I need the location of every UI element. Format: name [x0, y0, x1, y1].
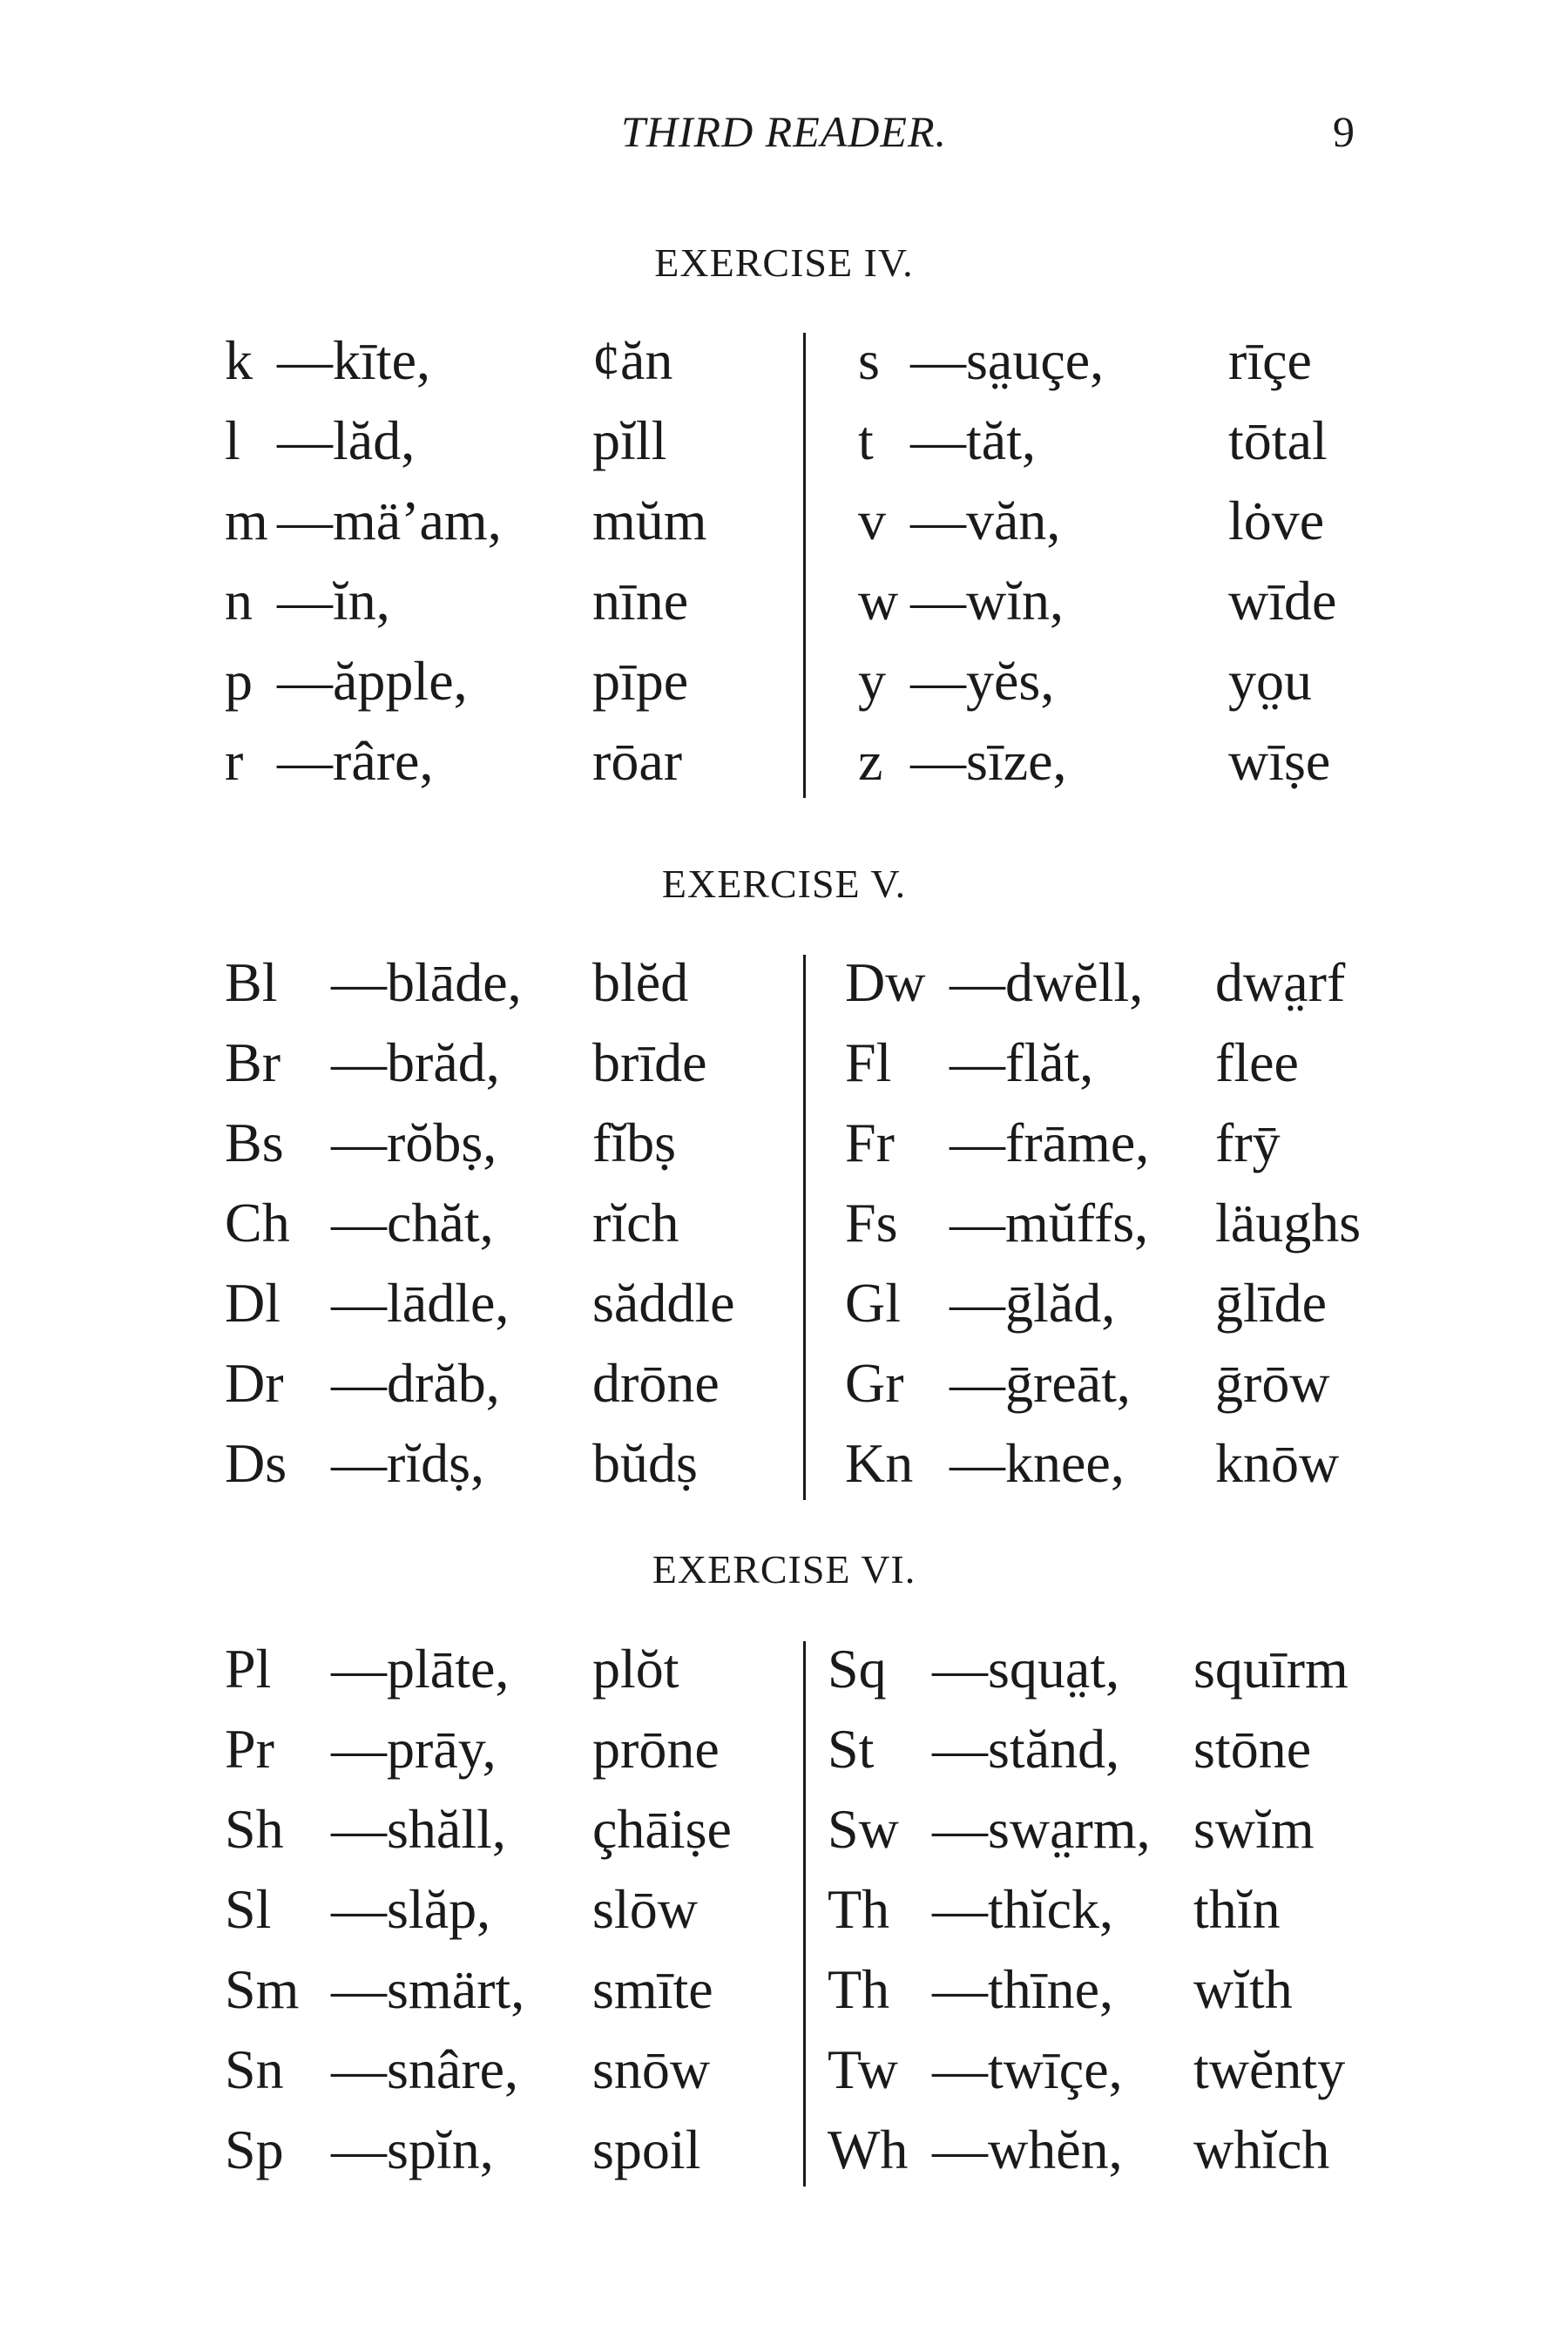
second-example: bŭdṣ: [592, 1432, 698, 1494]
example-word: —tăt,: [910, 409, 1036, 471]
second-example: ȼăn: [592, 329, 673, 391]
table-row: [0, 1343, 1568, 1423]
exercise-heading: EXERCISE IV.: [654, 240, 914, 285]
second-example: wīṣe: [1228, 730, 1331, 792]
sound-key: s: [858, 329, 880, 391]
second-example: ḡrōw: [1215, 1352, 1330, 1414]
example-word: —thīne,: [932, 1958, 1113, 2020]
second-example: snōw: [592, 2038, 711, 2100]
example-word: —sa̤uçe,: [910, 329, 1105, 391]
example-word: —whĕn,: [932, 2119, 1123, 2180]
table-row: [0, 1869, 1568, 1950]
example-word: —stănd,: [932, 1718, 1120, 1780]
example-word: —mŭffs,: [950, 1192, 1149, 1254]
table-row: [0, 943, 1568, 1023]
second-example: blĕd: [592, 951, 689, 1013]
example-word: —swa̤rm,: [932, 1798, 1151, 1860]
second-example: drōne: [592, 1352, 720, 1414]
sound-key: Sm: [225, 1958, 300, 2020]
example-word: —chăt,: [331, 1192, 494, 1254]
sound-key: k: [225, 329, 253, 391]
sound-key: p: [225, 650, 253, 712]
table-row: [0, 1023, 1568, 1103]
sound-key: Wh: [828, 2119, 909, 2180]
second-example: swĭm: [1193, 1798, 1315, 1860]
sound-key: n: [225, 570, 253, 632]
table-row: [0, 321, 1568, 401]
sound-key: r: [225, 730, 244, 792]
example-word: —ḡlăd,: [950, 1272, 1116, 1334]
example-word: —lādle,: [331, 1272, 510, 1334]
example-word: —blāde,: [331, 951, 522, 1013]
second-example: slōw: [592, 1878, 698, 1940]
second-example: săddle: [592, 1272, 735, 1334]
example-word: —shăll,: [331, 1798, 506, 1860]
second-example: pīpe: [592, 650, 689, 712]
example-word: —twīçe,: [932, 2038, 1123, 2100]
table-row: [0, 1183, 1568, 1263]
running-title: THIRD READER.: [620, 107, 948, 156]
example-word: —squa̤t,: [932, 1638, 1120, 1700]
example-word: —rŏbṣ,: [331, 1112, 497, 1173]
example-word: —thĭck,: [932, 1878, 1113, 1940]
second-example: dwa̤rf: [1215, 951, 1346, 1013]
example-word: —smärt,: [331, 1958, 525, 2020]
table-row: [0, 1263, 1568, 1343]
second-example: knōw: [1215, 1432, 1340, 1494]
table-row: [0, 481, 1568, 561]
example-word: —plāte,: [331, 1638, 510, 1700]
page-number: 9: [1333, 107, 1355, 156]
example-word: —prāy,: [331, 1718, 497, 1780]
example-word: —ĭn,: [277, 570, 390, 632]
second-example: twĕnty: [1193, 2038, 1346, 2100]
table-row: [0, 2030, 1568, 2110]
example-word: —kīte,: [277, 329, 430, 391]
second-example: smīte: [592, 1958, 713, 2020]
sound-key: Dl: [225, 1272, 280, 1334]
sound-key: Ch: [225, 1192, 290, 1254]
example-word: —frāme,: [950, 1112, 1150, 1173]
sound-key: y: [858, 650, 886, 712]
table-row: [0, 1423, 1568, 1504]
sound-key: Sp: [225, 2119, 284, 2180]
table-row: [0, 1709, 1568, 1789]
example-word: —rĭdṣ,: [331, 1432, 484, 1494]
second-example: çhāiṣe: [592, 1798, 732, 1860]
sound-key: t: [858, 409, 874, 471]
table-row: [0, 1789, 1568, 1869]
second-example: fĭbṣ: [592, 1112, 676, 1173]
example-word: —flăt,: [950, 1031, 1094, 1093]
second-example: stōne: [1193, 1718, 1312, 1780]
table-row: [0, 2110, 1568, 2190]
sound-key: Dw: [845, 951, 926, 1013]
sound-key: Dr: [225, 1352, 284, 1414]
sound-key: Gl: [845, 1272, 901, 1334]
table-row: [0, 1950, 1568, 2030]
sound-key: Th: [828, 1878, 890, 1940]
sound-key: Ds: [225, 1432, 287, 1494]
sound-key: Sn: [225, 2038, 284, 2100]
sound-key: l: [225, 409, 240, 471]
sound-key: Sh: [225, 1798, 284, 1860]
example-word: —văn,: [910, 490, 1061, 551]
sound-key: Pl: [225, 1638, 272, 1700]
exercise-heading: EXERCISE V.: [661, 862, 907, 906]
example-word: —brăd,: [331, 1031, 500, 1093]
example-word: —knee,: [950, 1432, 1125, 1494]
sound-key: Pr: [225, 1718, 274, 1780]
second-example: brīde: [592, 1031, 707, 1093]
table-row: [0, 1629, 1568, 1709]
example-word: —ăpple,: [277, 650, 468, 712]
sound-key: Sq: [828, 1638, 887, 1700]
sound-key: St: [828, 1718, 875, 1780]
sound-key: Gr: [845, 1352, 904, 1414]
example-word: —slăp,: [331, 1878, 491, 1940]
sound-key: Br: [225, 1031, 280, 1093]
table-row: [0, 641, 1568, 721]
example-word: —snâre,: [331, 2038, 519, 2100]
sound-key: z: [858, 730, 883, 792]
second-example: squīrm: [1193, 1638, 1348, 1700]
sound-key: Kn: [845, 1432, 914, 1494]
second-example: prōne: [592, 1718, 720, 1780]
example-word: —spĭn,: [331, 2119, 494, 2180]
sound-key: Tw: [828, 2038, 898, 2100]
second-example: wīde: [1228, 570, 1337, 632]
second-example: pĭll: [592, 409, 667, 471]
example-word: —ḡreāt,: [950, 1352, 1131, 1414]
sound-key: Fr: [845, 1112, 895, 1173]
sound-key: Fl: [845, 1031, 892, 1093]
second-example: rōar: [592, 730, 683, 792]
second-example: tōtal: [1228, 409, 1328, 471]
second-example: rīçe: [1228, 329, 1312, 391]
example-word: —yĕs,: [910, 650, 1055, 712]
exercise-table: [0, 321, 1568, 801]
sound-key: m: [225, 490, 268, 551]
second-example: läughs: [1215, 1192, 1362, 1254]
table-row: [0, 721, 1568, 801]
second-example: nīne: [592, 570, 689, 632]
example-word: —dwĕll,: [950, 951, 1144, 1013]
example-word: —lăd,: [277, 409, 416, 471]
second-example: plŏt: [592, 1638, 679, 1700]
exercise-table: [0, 943, 1568, 1504]
second-example: rĭch: [592, 1192, 679, 1254]
table-row: [0, 1103, 1568, 1183]
example-word: —drăb,: [331, 1352, 500, 1414]
second-example: yo̤u: [1228, 650, 1312, 712]
sound-key: Bs: [225, 1112, 284, 1173]
example-word: —sīze,: [910, 730, 1067, 792]
second-example: whĭch: [1193, 2119, 1330, 2180]
sound-key: w: [858, 570, 899, 632]
table-row: [0, 401, 1568, 481]
sound-key: v: [858, 490, 886, 551]
sound-key: Bl: [225, 951, 278, 1013]
second-example: wĭth: [1193, 1958, 1293, 2020]
exercise-heading: EXERCISE VI.: [652, 1547, 916, 1592]
second-example: mŭm: [592, 490, 707, 551]
example-word: —râre,: [277, 730, 434, 792]
sound-key: Sw: [828, 1798, 899, 1860]
second-example: lȯve: [1228, 490, 1325, 551]
sound-key: Th: [828, 1958, 890, 2020]
exercise-table: [0, 1629, 1568, 2190]
second-example: frȳ: [1215, 1112, 1281, 1173]
sound-key: Fs: [845, 1192, 898, 1254]
second-example: thĭn: [1193, 1878, 1281, 1940]
second-example: ḡlīde: [1215, 1272, 1327, 1334]
sound-key: Sl: [225, 1878, 272, 1940]
example-word: —mä’am,: [277, 490, 502, 551]
example-word: —wĭn,: [910, 570, 1064, 632]
second-example: flee: [1215, 1031, 1299, 1093]
running-head: [0, 106, 1568, 167]
table-row: [0, 561, 1568, 641]
second-example: spoil: [592, 2119, 701, 2180]
